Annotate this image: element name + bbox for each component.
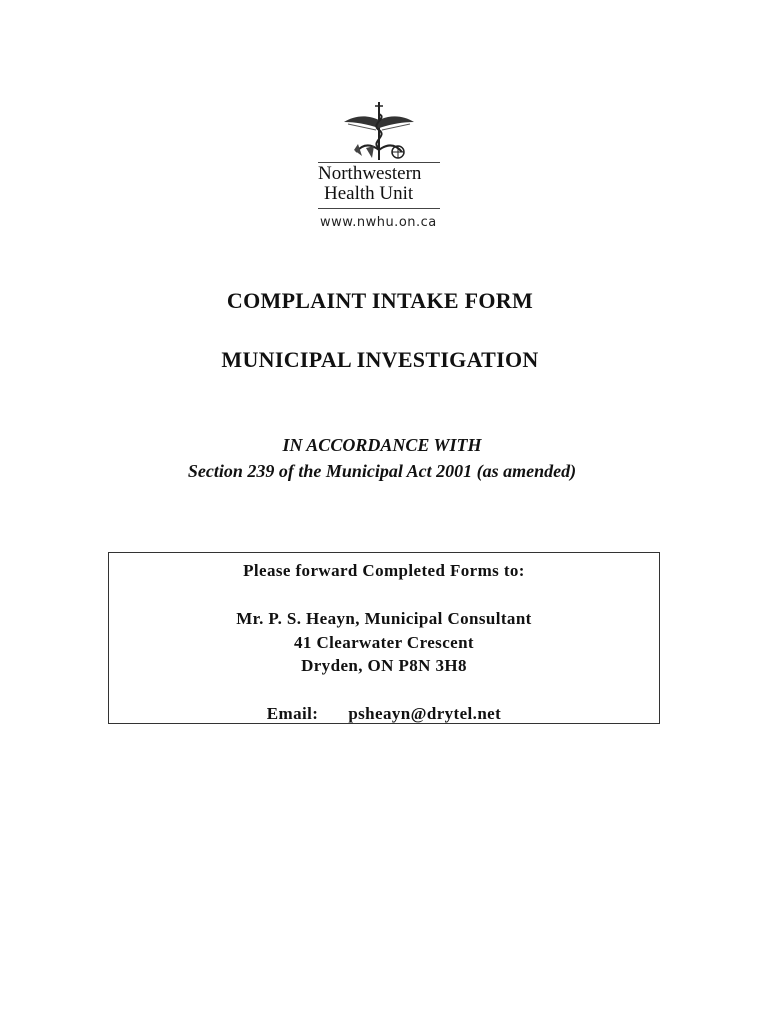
accordance-reference: Section 239 of the Municipal Act 2001 (as amended) xyxy=(187,461,577,481)
email-row xyxy=(109,704,659,724)
logo-divider-bottom xyxy=(318,208,440,209)
org-name-line2: Health Unit xyxy=(324,183,414,204)
email-address: psheayn@drytel.net xyxy=(348,704,502,723)
org-name-line1: Northwestern xyxy=(318,163,422,184)
accordance-heading: IN ACCORDANCE WITH xyxy=(282,435,482,455)
consultant-name: Mr. P. S. Heayn, Municipal Consultant xyxy=(236,609,532,628)
forward-heading: Please forward Completed Forms to: xyxy=(243,561,525,580)
street-address: 41 Clearwater Crescent xyxy=(294,633,474,652)
email-label: Email: xyxy=(266,704,319,723)
health-unit-logo xyxy=(300,100,460,240)
website-url: www.nwhu.on.ca xyxy=(320,215,437,230)
city-postal: Dryden, ON P8N 3H8 xyxy=(301,656,467,675)
form-subtitle: MUNICIPAL INVESTIGATION xyxy=(221,347,539,372)
forward-address-box xyxy=(108,552,660,724)
caduceus-emblem-icon xyxy=(336,100,422,164)
form-title: COMPLAINT INTAKE FORM xyxy=(226,288,534,313)
